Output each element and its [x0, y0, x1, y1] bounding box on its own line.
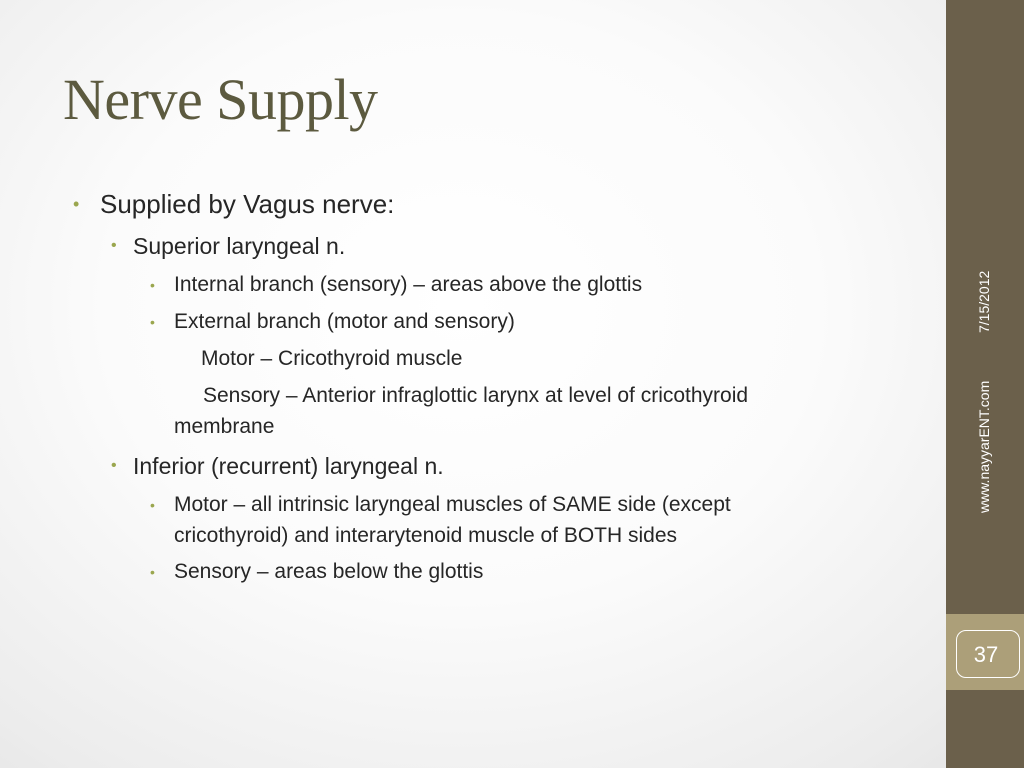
bullet-marker: •: [150, 497, 155, 513]
bullet-marker: •: [111, 457, 117, 474]
bullet-text: Inferior (recurrent) laryngeal n.: [133, 453, 444, 479]
bullet-marker: •: [73, 194, 80, 214]
slide-title: Nerve Supply: [63, 67, 378, 132]
bullet-marker: •: [150, 277, 155, 293]
bullet-text-continuation: cricothyroid) and interarytenoid muscle of BOTH sides: [174, 524, 678, 547]
page-number: 37: [973, 642, 999, 667]
bullet-marker: •: [150, 314, 155, 330]
page-number-box: [946, 614, 1024, 690]
bullet-text: Supplied by Vagus nerve:: [100, 189, 395, 219]
bullet-text: Motor – all intrinsic laryngeal muscles of SAME side (except: [174, 493, 731, 516]
date-label: 7/15/2012: [976, 270, 992, 333]
bullet-text: Sensory – Anterior infraglottic larynx at level of cricothyroid: [203, 384, 749, 407]
bullet-marker: •: [111, 237, 117, 254]
bullet-text: Sensory – areas below the glottis: [174, 560, 484, 583]
bullet-text: External branch (motor and sensory): [174, 310, 515, 333]
continuation-line: [174, 412, 274, 442]
continuation-line: [174, 521, 677, 551]
bullet-text: Motor – Cricothyroid muscle: [201, 347, 463, 370]
bullet-marker: •: [150, 564, 155, 580]
bullet-text: Internal branch (sensory) – areas above the glottis: [174, 273, 643, 296]
bullet-text-continuation: membrane: [174, 415, 275, 438]
indented-line: [201, 344, 462, 374]
website-label: www.nayyarENT.com: [976, 380, 992, 513]
indented-line: [203, 381, 748, 411]
bullet-text: Superior laryngeal n.: [133, 233, 346, 259]
